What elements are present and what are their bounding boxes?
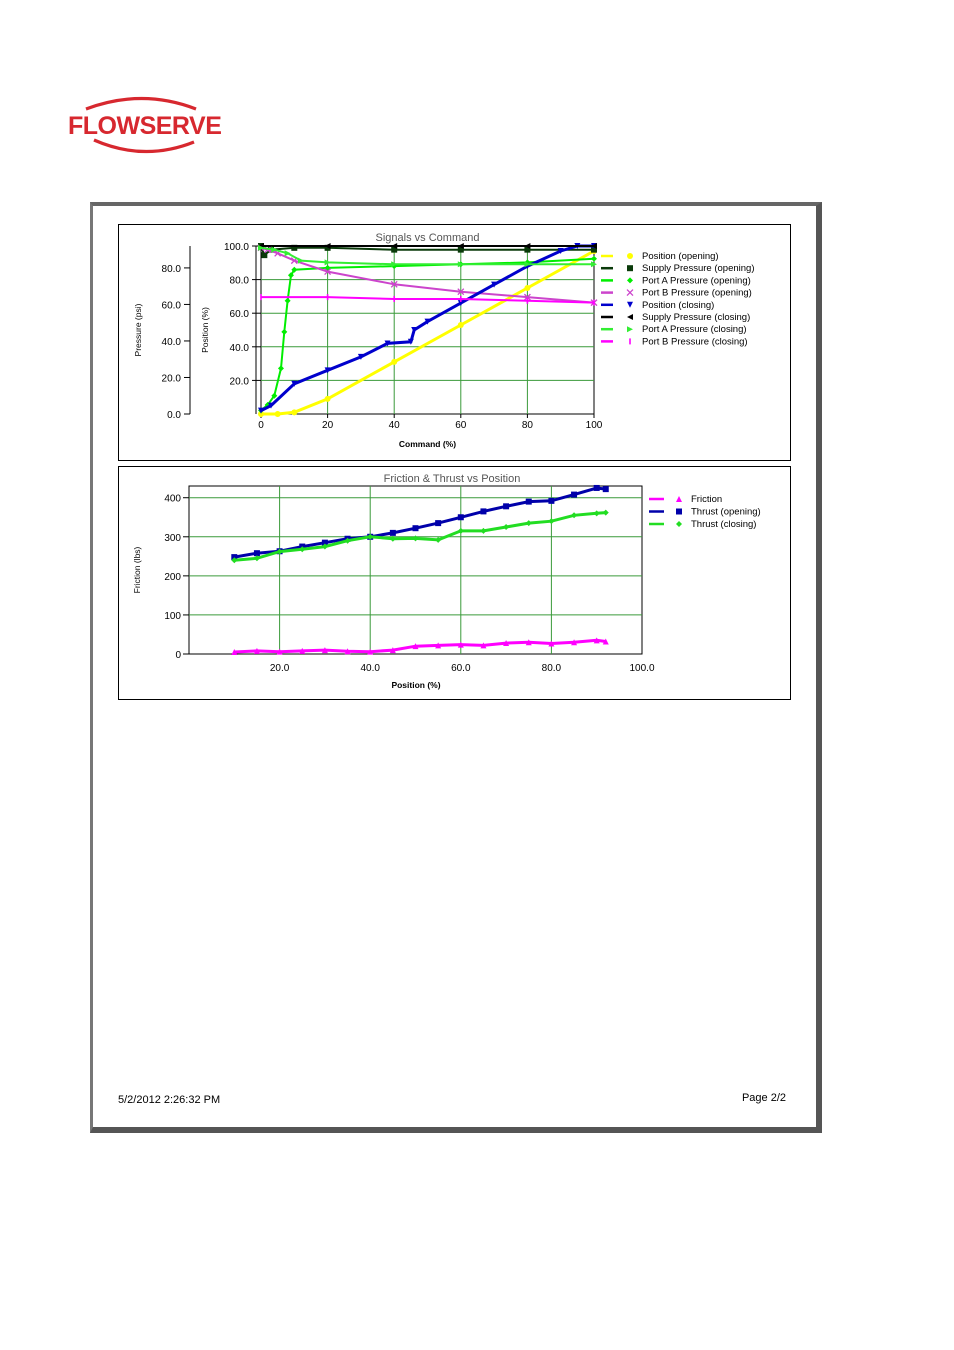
y-tick-label: 400 [164,493,181,505]
legend-label: Thrust (closing) [691,519,757,530]
data-point [460,296,462,302]
data-point [458,322,464,328]
data-point [260,294,262,300]
position-tick-label: 100.0 [223,242,249,253]
legend-marker [676,496,682,502]
data-point [393,296,395,302]
logo-text: FLOWSERVE [68,112,222,140]
legend-marker [627,290,633,296]
y-tick-label: 0 [175,650,181,661]
data-point [275,411,281,417]
plot-area [189,486,642,654]
data-point [458,514,464,520]
data-point [593,300,595,306]
x-axis-label: Command (%) [398,439,457,449]
x-tick-label: 100 [585,420,603,431]
legend-marker [676,521,682,527]
legend-marker [627,314,633,320]
data-point [480,508,486,514]
data-point [503,503,509,509]
data-point [524,285,530,291]
data-point [413,525,419,531]
report-frame [90,202,822,1133]
legend-label: Port A Pressure (closing) [642,324,747,336]
plot-area [261,246,594,414]
x-tick-label: 20 [322,420,334,431]
signals-vs-command-chart [119,225,790,460]
legend-label: Thrust (opening) [691,506,761,518]
data-point [435,520,441,526]
legend-label: Supply Pressure (opening) [642,263,755,275]
legend-label: Position (opening) [642,251,719,262]
pressure-tick-label: 0.0 [167,410,181,421]
chart-panel-signals [118,224,791,461]
position-tick-label: 80.0 [229,275,249,287]
legend-marker [627,302,633,308]
legend-label: Supply Pressure (closing) [642,312,751,323]
pressure-tick-label: 60.0 [161,300,181,312]
pressure-tick-label: 40.0 [161,336,181,348]
chart-panel-friction [118,466,791,700]
x-axis-label: Position (%) [391,680,441,690]
data-point [526,499,532,505]
pressure-tick-label: 80.0 [161,263,181,275]
x-tick-label: 80.0 [541,663,562,674]
flowserve-logo [64,96,224,160]
x-tick-label: 20.0 [269,663,290,674]
data-point [327,294,329,300]
x-tick-label: 100.0 [629,663,655,674]
footer-timestamp: 5/2/2012 2:26:32 PM [118,1094,221,1106]
x-tick-label: 60 [455,420,467,431]
position-tick-label: 20.0 [229,376,249,388]
chart-title: Signals vs Command [375,232,480,244]
legend-marker [627,277,633,283]
y-axis-label: Friction (lbs) [132,546,142,594]
data-point [291,409,297,415]
legend-label: Port B Pressure (opening) [642,287,752,299]
data-point [527,298,529,304]
x-tick-label: 60.0 [451,663,471,674]
legend-label: Friction [691,494,723,505]
y-axis-label-pressure: Pressure (psi) [133,303,143,357]
data-point [594,485,600,491]
position-tick-label: 60.0 [229,309,249,321]
data-point [325,396,331,402]
legend-marker [629,338,631,344]
position-tick-label: 40.0 [229,342,249,354]
x-tick-label: 80 [521,420,533,431]
data-point [548,498,554,504]
legend-marker [627,326,633,332]
chart-title: Friction & Thrust vs Position [383,473,521,485]
data-point [390,530,396,536]
legend-marker [676,509,682,515]
legend-marker [627,265,633,271]
friction-thrust-chart [119,467,790,699]
x-tick-label: 0 [258,420,264,431]
y-tick-label: 100 [164,610,181,622]
legend-marker [627,253,633,259]
y-tick-label: 300 [164,532,181,544]
data-point [261,252,267,258]
data-point [571,492,577,498]
x-tick-label: 40 [388,420,400,431]
x-tick-label: 40.0 [360,663,380,674]
legend-label: Port B Pressure (closing) [642,336,748,348]
pressure-tick-label: 20.0 [161,373,181,385]
legend-label: Position (closing) [642,299,715,311]
y-tick-label: 200 [164,571,181,583]
data-point [603,486,609,492]
y-axis-label-position: Position (%) [200,307,210,353]
legend-label: Port A Pressure (opening) [642,275,751,287]
data-point [391,359,397,365]
footer-page-number: Page 2/2 [741,1092,786,1104]
